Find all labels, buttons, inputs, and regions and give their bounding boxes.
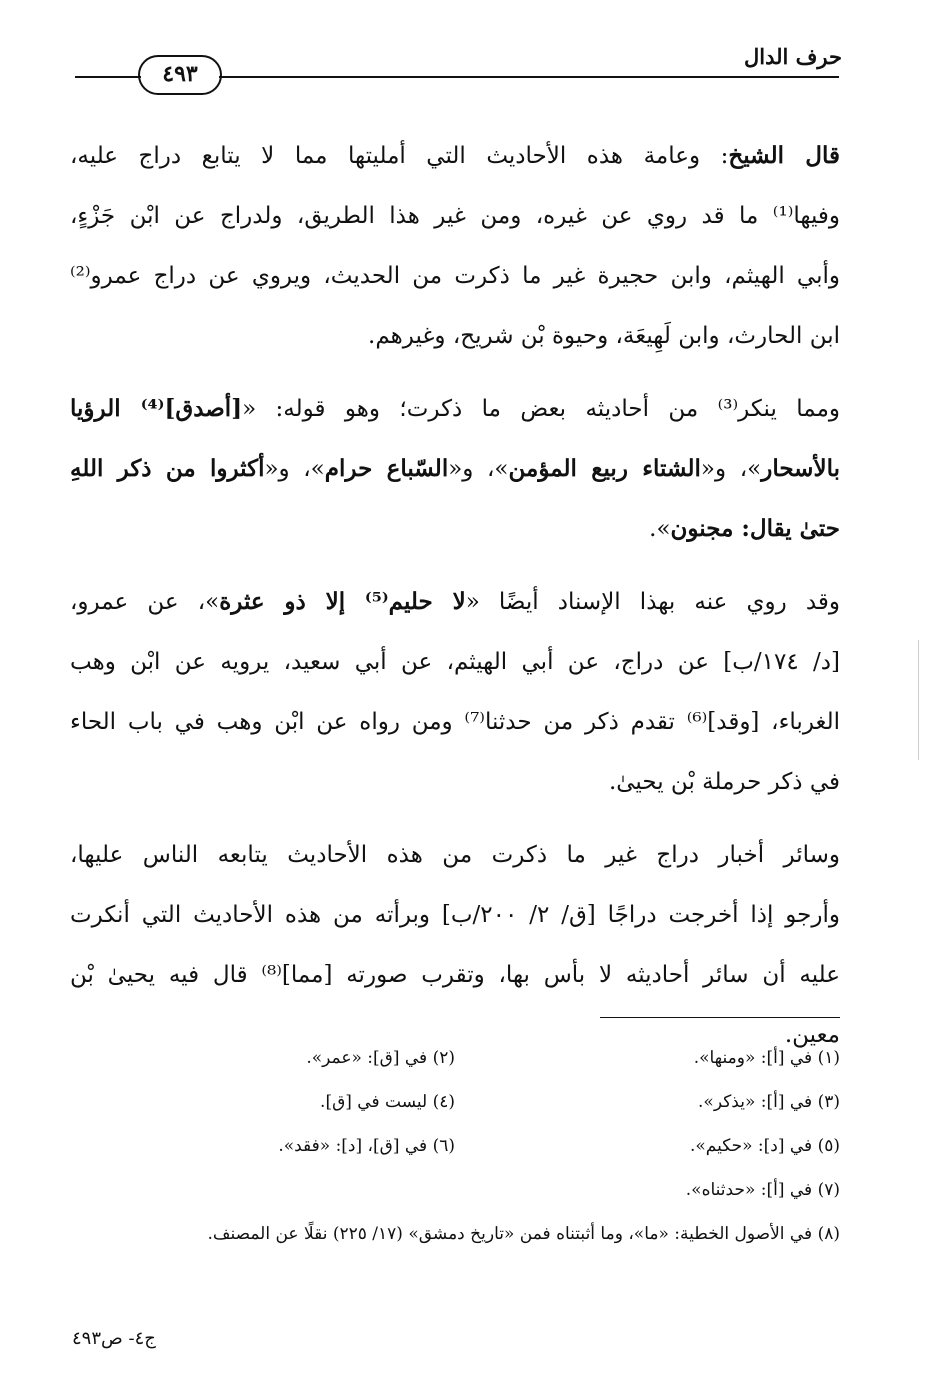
text-run: الغرباء، [وقد]⁽⁶⁾ تقدم ذكر من حدثنا⁽⁷⁾ ومن رواه عن ابْن وهب في باب الحاء xyxy=(70,709,840,735)
text-line xyxy=(70,752,840,812)
text-run: ». xyxy=(649,516,671,542)
text-run: »، و« xyxy=(264,456,325,482)
footnote-separator xyxy=(600,1017,840,1018)
text-run: »، عن عمرو، xyxy=(70,589,220,615)
footnotes xyxy=(70,1036,840,1256)
footnote: (٨) في الأصول الخطية: «ما»، وما أثبتناه فمن «تاريخ دمشق» (١٧/ ٢٢٥) نقلًا عن المصنف. xyxy=(207,1224,840,1244)
footnote-row xyxy=(70,1036,840,1080)
main-text xyxy=(70,126,840,1078)
text-line xyxy=(70,632,840,692)
footnote-row xyxy=(70,1168,840,1212)
text-line xyxy=(70,945,840,1005)
text-run: وأبي الهيثم، وابن حجيرة غير ما ذكرت من الحديث، ويروي عن دراج عمرو⁽²⁾ xyxy=(70,263,840,289)
text-run: وفيها⁽¹⁾ ما قد روي عن غيره، ومن غير هذا الطريق، ولدراج عن ابْن جَزْءٍ، xyxy=(70,203,840,229)
footnote: (٣) في [أ]: «يذكر». xyxy=(698,1092,840,1112)
footnote-row xyxy=(70,1080,840,1124)
text-line xyxy=(70,825,840,885)
header-rule xyxy=(219,76,839,78)
text-line xyxy=(70,439,840,499)
paragraph xyxy=(70,379,840,559)
text-run: عليه أن سائر أحاديثه لا بأس بها، وتقرب صورته [مما]⁽⁸⁾ قال فيه يحيىٰ بْن xyxy=(70,962,840,988)
text-run: وسائر أخبار دراج غير ما ذكرت من هذه الأحاديث يتابعه الناس عليها، xyxy=(70,842,840,868)
text-line xyxy=(70,306,840,366)
text-line xyxy=(70,186,840,246)
bold-text-run: بالأسحار xyxy=(761,455,840,482)
folio-reference: ج٤- ص٤٩٣ xyxy=(72,1328,156,1349)
text-run: وقد روي عنه بهذا الإسناد أيضًا « xyxy=(465,589,840,615)
text-line xyxy=(70,246,840,306)
text-line xyxy=(70,379,840,439)
footnote: (٢) في [ق]: «عمر». xyxy=(306,1048,455,1068)
paragraph xyxy=(70,126,840,366)
footnote-row xyxy=(70,1124,840,1168)
text-line xyxy=(70,692,840,752)
text-line xyxy=(70,126,840,186)
text-run: في ذكر حرملة بْن يحيىٰ. xyxy=(608,769,840,795)
text-run: : وعامة هذه الأحاديث التي أمليتها مما لا يتابع دراج عليه، xyxy=(70,143,729,169)
footnote: (٤) ليست في [ق]. xyxy=(320,1092,455,1112)
header-rule xyxy=(75,76,141,78)
footnote: (٦) في [ق]، [د]: «فقد». xyxy=(278,1136,455,1156)
bold-text-run: الشتاء ربيع المؤمن xyxy=(508,455,701,482)
text-line xyxy=(70,499,840,559)
text-run: »، و« xyxy=(448,456,509,482)
bold-text-run: قال الشيخ xyxy=(728,142,840,169)
scan-edge-mark xyxy=(918,640,919,760)
footnote: (١) في [أ]: «ومنها». xyxy=(693,1048,840,1068)
text-run: ابن الحارث، وابن لَهِيعَة، وحيوة بْن شريح، وغيرهم. xyxy=(368,323,840,349)
text-run: »، و« xyxy=(700,456,762,482)
text-run: [د/ ١٧٤/ب] عن دراج، عن أبي الهيثم، عن أبي سعيد، يرويه عن ابْن وهب xyxy=(70,649,840,675)
footnote-row xyxy=(70,1212,840,1256)
text-line xyxy=(70,572,840,632)
bold-text-run: أكثروا من ذكر اللهِ xyxy=(70,455,265,482)
bold-text-run: السّباع حرام xyxy=(324,455,449,482)
footnote: (٥) في [د]: «حكيم». xyxy=(689,1136,840,1156)
text-run: معين. xyxy=(784,1022,840,1048)
running-header-title: حرف الدال xyxy=(744,44,842,69)
paragraph xyxy=(70,572,840,812)
bold-text-run: [أصدق]⁽⁴⁾ الرؤيا xyxy=(70,395,243,422)
paragraph xyxy=(70,825,840,1065)
text-line xyxy=(70,885,840,945)
bold-text-run: حتىٰ يقال: مجنون xyxy=(670,515,840,542)
text-run: ومما ينكر⁽³⁾ من أحاديثه بعض ما ذكرت؛ وهو قوله: « xyxy=(242,396,840,422)
text-run: وأرجو إذا أخرجت دراجًا [ق/ ٢/ ٢٠٠/ب] وبرأته من هذه الأحاديث التي أنكرت xyxy=(70,902,841,928)
bold-text-run: لا حليم⁽⁵⁾ إلا ذو عثرة xyxy=(219,588,466,615)
page-number-badge: ٤٩٣ xyxy=(138,55,222,95)
footnote: (٧) في [أ]: «حدثناه». xyxy=(685,1180,840,1200)
